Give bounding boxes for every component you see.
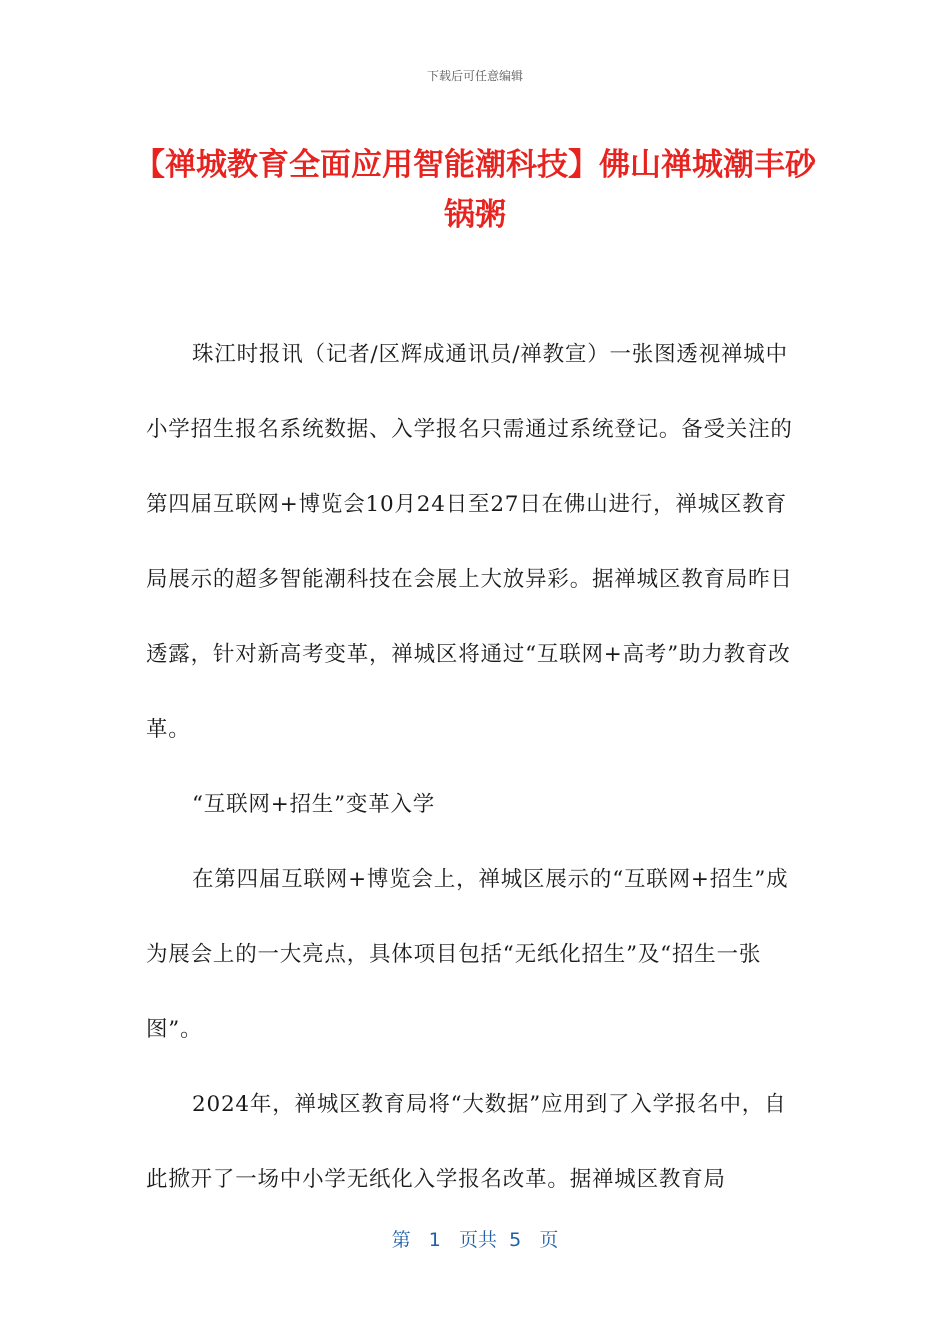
total-pages-number: 5 bbox=[509, 1229, 522, 1251]
header-note: 下载后可任意编辑 bbox=[426, 69, 523, 83]
footer-suffix: 页 bbox=[539, 1229, 559, 1251]
section-heading: “互联网+招生”变革入学 bbox=[192, 792, 436, 817]
paragraph-2024: 2024年，禅城区教育局将“大数据”应用到了入学报名中，自此掀开了一场中小学无纸化入学报名改革。据禅城区教育局 bbox=[146, 1092, 787, 1192]
paragraph-expo: 在第四届互联网+博览会上，禅城区展示的“互联网+招生”成为展会上的一大亮点，具体项目包括“无纸化招生”及“招生一张图”。 bbox=[146, 867, 789, 1042]
article-body bbox=[146, 317, 806, 1217]
current-page-number: 1 bbox=[428, 1229, 441, 1251]
page-footer bbox=[0, 1225, 950, 1252]
document-title: 【禅城教育全面应用智能潮科技】佛山禅城潮丰砂锅粥 bbox=[134, 147, 816, 233]
paragraph-intro: 珠江时报讯（记者/区辉成通讯员/禅教宣）一张图透视禅城中小学招生报名系统数据、入学报名只需通过系统登记。备受关注的第四届互联网+博览会10月24日至27日在佛山进行，禅城区教育局展示的超多智能潮科技在会展上大放异彩。据禅城区教育局昨日透露，针对新高考变革，禅城区将通过“互联网+高考”助力教育改革。 bbox=[146, 342, 793, 742]
footer-middle: 页共 bbox=[459, 1229, 498, 1251]
footer-prefix: 第 bbox=[391, 1229, 411, 1251]
